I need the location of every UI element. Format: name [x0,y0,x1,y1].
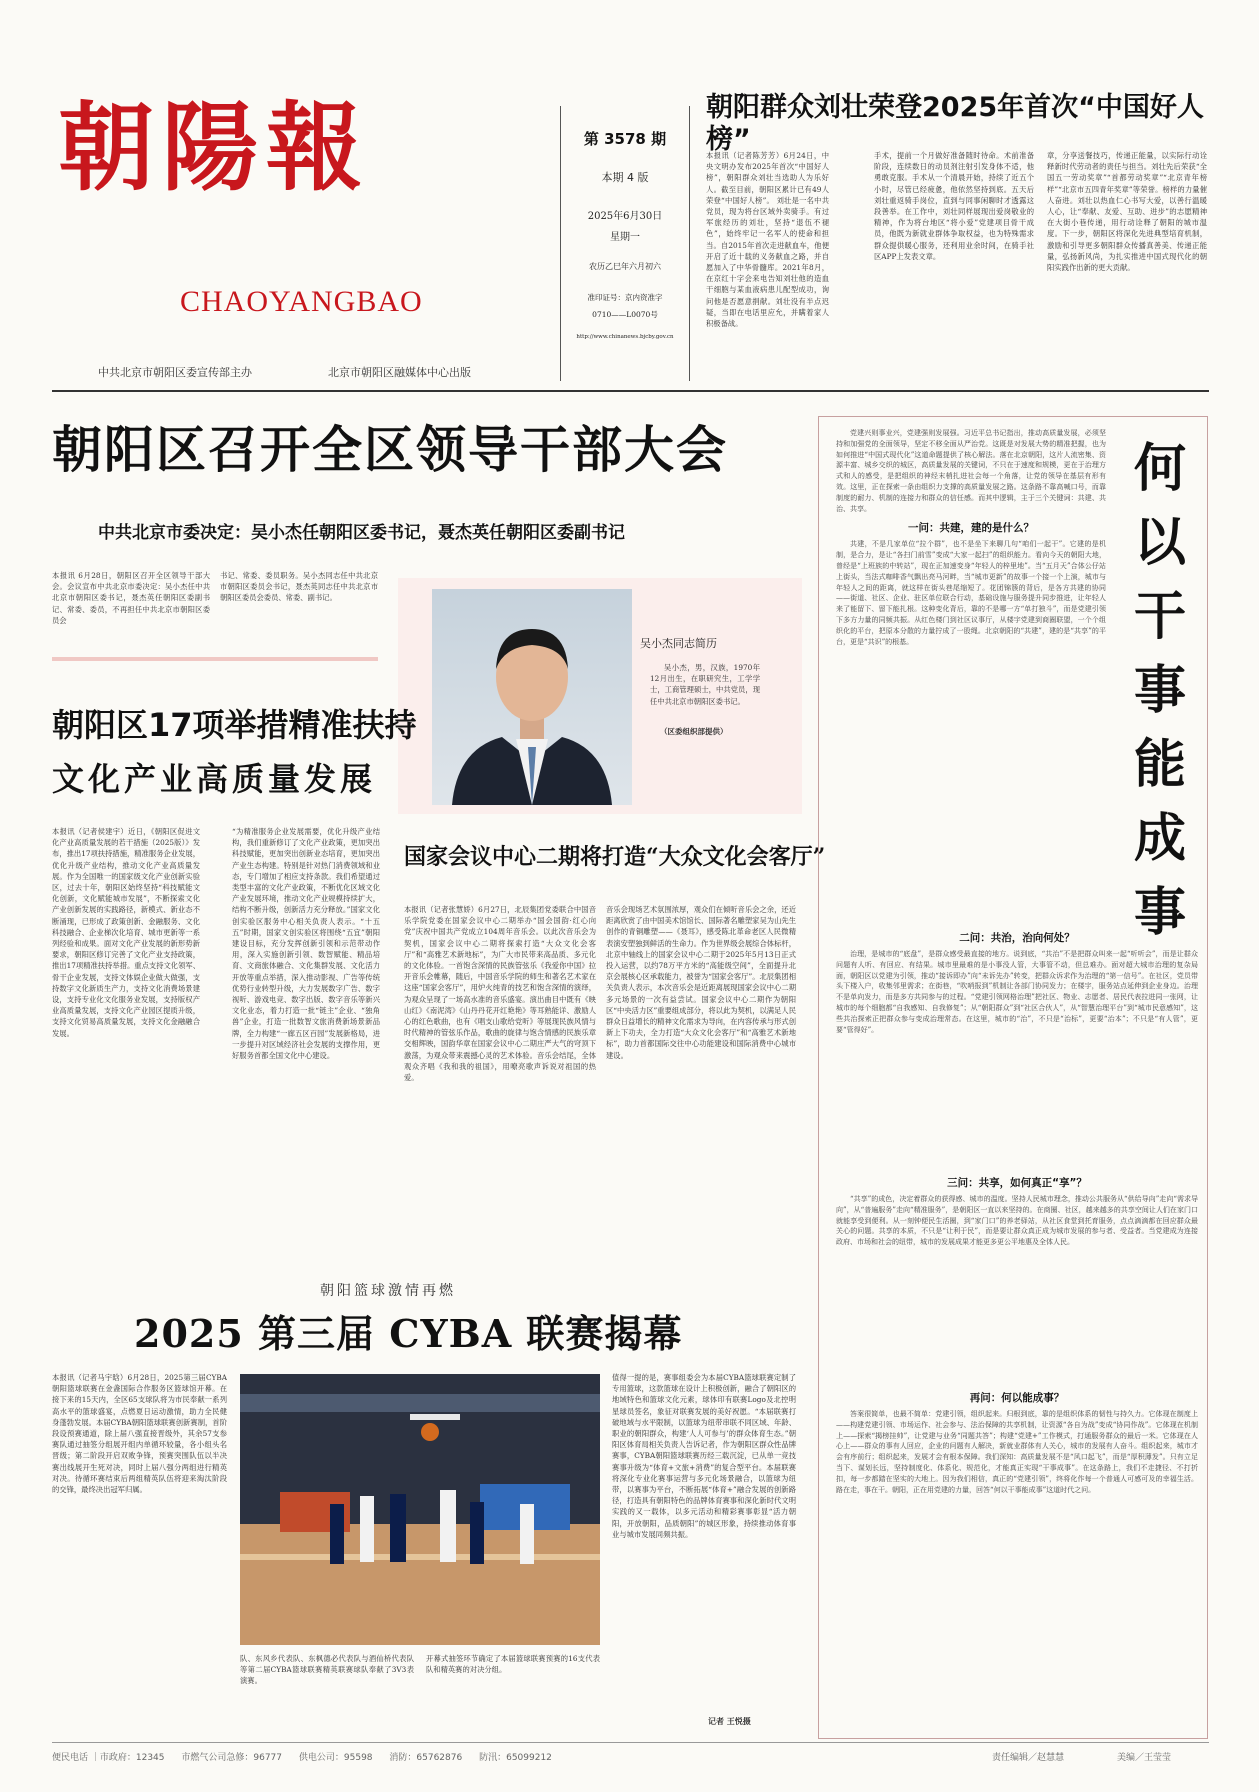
lead-story-headline: 朝阳区召开全区领导干部大会 [52,421,728,479]
top-story-col2: 手术，提前一个月做好准备随时待命。术前准备阶段，连续数日的动员剂注射引发身体不适，他勇敢克服。手术从一个清晨开始，持续了近五个小时，尽管已经疲惫，他依然坚持到底。五天后刘壮重返骑手岗位，直到与同事闲聊时才透露这段善举。在工作中，刘壮同样展现出爱岗敬业的精神，作为将台地区“将小爱”党建项目骨干成员，他既为新就业群体争取权益，也为特殊需求群众提供暖心服务，还利用业余时间，在骑手社区APP上发表文章。 [874,151,1034,261]
issue-info-box [560,106,690,381]
culture-headline-line1: 朝阳区17项举措精准扶持 [52,706,417,744]
sports-col3: 值得一提的是，赛事组委会为本届CYBA篮球联赛定制了专用篮球，这款篮球在设计上积极创新，融合了朝阳区的地域特色和篮球文化元素，球体印有联赛Logo及北控明星球员签名，象征对联赛发展的美好祝愿。“本届联赛打破地域与水平限制，以篮球为纽带串联不同区域、年龄、职业的朝阳群众，构建‘人人可参与’的群众体育生态。”朝阳区体育局相关负责人告诉记者，作为朝阳区群众性品牌赛事，CYBA朝阳篮球联赛历经三载沉淀，已从单一竞技赛事升级为“体育+文旅+消费”的复合型平台。本届联赛将深化专业化赛事运营与多元化场景融合，以篮球为纽带，以赛事为平台，不断拓展“体育+”融合发展的创新路径，打造具有朝阳特色的品牌体育赛事和深化新时代文明实践的又一载体，以多元活动和精彩赛事彰显“活力朝阳，开放朝阳，品质朝阳”的城区形象，持续推动体育事业与城市发展同频共振。 [612,1373,796,1539]
commentary-title-char: 事 [1133,661,1186,721]
commentary-q1-text: 共建，不是几家单位“拉个群”，也不是坐下来聊几句“咱们一起干”。它建的是机制，是合力，是让“各扫门前雪”变成“大家一起扫”的组织能力。看向今天的朝阳大地，曾经是“上班族的中转站”，现在正加速变身“年轻人的梓里地”。当“五月天”合体公仔站上街头，当法式咖啡香气飘出亮马河畔，当“城市更新”的故事一个接一个上演，城市与年轻人之间的距离，就这样在街头巷尾缩短了。花团锦簇的背后，是各方共建的协同——街道、社区、企业、驻区单位联合行动，基础设施与服务提升同步推进，让年轻人来了能留下、留下能扎根。这种变化背后，靠的不是哪一方“单打独斗”，而是党建引领下多方力量的同频共振。从红色楼门到社区议事厅，从楼宇党建到商圈联盟，一个个组织化的平台，把原本分散的力量拧成了一股绳。北京朝阳的“共建”，建的是“共享”的平台，更是“共识”的根基。 [836,540,1106,646]
lead-story-col1: 本报讯 6月28日，朝阳区召开全区领导干部大会。会议宣布中共北京市委决定：吴小杰任中共北京市朝阳区委书记，聂杰英任朝阳区委副书记、常委、委员，不再担任中共北京市朝阳区委员会 [52,571,210,625]
commentary-body-block [836,924,1198,1730]
issue-number: 第 3578 期 [583,130,667,148]
lead-story-subhead: 中共北京市委决定：吴小杰任朝阳区委书记，聂杰英任朝阳区委副书记 [98,523,625,543]
commentary-intro-block [836,428,1106,918]
commentary-q1-heading: 一问：共建，建的是什么？ [908,522,1034,535]
top-story-col1 [706,150,829,355]
issue-permit-label: 准印证号：京内资准字 [587,293,663,302]
bio-title: 吴小杰同志简历 [640,637,717,650]
top-story-col1-text: 刘壮是一名中共党员，现为将台区域外卖骑手。有过军旅经历的刘壮，坚持“退伍不褪色”，始终牢记一名军人的使命和担当。自2015年首次走进献血车，他便开启了近十载的义务献血之路，并自愿加入了中华骨髓库。2021年8月，在京红十字会来电告知刘壮他的造血干细胞与某血液病患儿配型成功，询问他是否愿意捐献。刘壮没有半点迟疑，当即在电话里应允，并瞒着家人积极备战。 [706,195,829,329]
culture-headline-line2: 文化产业高质量发展 [52,760,377,798]
sports-caption-left: 队、东风乡代表队、东枫德必代表队与酒仙桥代表队等第二届CYBA篮球联赛精英联赛球队奉献了3V3表演赛。 [240,1654,414,1686]
concert-col1: 本报讯（记者张慧娇）6月27日，北辰集团党委联合中国音乐学院党委在国家会议中心二期举办“国会国韵·红心向党”庆祝中国共产党成立104周年音乐会。以此次音乐会为契机，国家会议中心二期将探索打造“大众文化会客厅”和“高雅艺术新地标”，为广大市民带来高品质、多元化的文化体验。一首饱含深情的民族管弦乐《我爱你中国》拉开音乐会帷幕，随后，中国音乐学院的师生和著名艺术家在这座“国家会客厅”，用炉火纯青的技艺和饱含深情的演绎，为观众呈现了一场高水准的音乐盛宴。演出曲目中既有《映山红》《南泥湾》《山丹丹花开红艳艳》等耳熟能详、激励人心的红色歌曲，也有《唱支山歌给党听》等展现民族风情与时代精神的管弦乐作品，歌曲的旋律与饱含情感的民族乐章交相辉映，国韵华章在国家会议中心二期庄严大气的穹顶下激荡，为观众带来震撼心灵的艺术体验。音乐会结尾，全体观众齐唱《我和我的祖国》，用嘹亮歌声诉说对祖国的热爱。 [404,905,596,1083]
basketball-photo [240,1374,600,1645]
issue-permit-number: 0710——L0070号 [592,310,658,319]
lead-story-col2: 书记、常委、委员职务。吴小杰同志任中共北京市朝阳区委员会书记，聂杰英同志任中共北京市朝阳区委员会委员、常委、副书记。 [220,571,378,603]
commentary-q3-text: “共享”的成色，决定着群众的获得感、城市的温度。坚持人民城市理念，推动公共服务从“供给导向”走向“需求导向”，从“普遍服务”走向“精准服务”，是朝阳区一直以来坚持的。在商圈、社区，越来越多的共享空间让人们在家门口就能享受到便利。从一刻钟便民生活圈，到“家门口”的养老驿站，从社区食堂到托育服务，点点滴滴都在回应群众最关心的问题。共享的本质，不只是“让利于民”，而是要让群众真正成为城市发展的参与者、受益者。当党建成为连接政府、市场和社会的纽带，城市的发展成果才能更多更公平地惠及全体人民。 [836,1195,1198,1247]
footer-item: 市燃气公司急修：96777 [181,1753,283,1763]
masthead-rule [52,390,1209,392]
footer-editor: 责任编辑／赵慧慧 [992,1753,1065,1763]
masthead-title: 朝陽報 [58,91,370,204]
culture-col1: 本报讯（记者侯建宇）近日，《朝阳区促进文化产业高质量发展的若干措施（2025版）》发布，推出17项扶持措施，精准服务企业发展，优化升级产业结构，推动文化产业高质量发展。作为全国唯一的国家级文化产业创新实验区，过去十年，朝阳区始终坚持“科技赋能文化创新，文化赋能城市发展”，不断探索文化产业创新发展的实践路径，新模式、新业态不断涌现，已形成了政策创新、金融服务、文化科技融合、企业梯次化培育、城市更新等一系列经验和成果。面对文化产业发展的新形势新要求，朝阳区修订完善了文化产业支持政策，推出17项精准扶持举措。重点支持文化领军、骨干企业发展，支持文体娱企业做大做强，支持数字文化新质生产力，支持文化消费场景建设，支持专业化文化服务业发展，支持版权产业高质量发展，支持文化产业园区提质升级，支持文化贸易高质量发展，支持文化金融融合发展。 [52,827,200,1038]
issue-weekday: 星期一 [610,232,640,243]
footer-rule [52,1742,1209,1743]
commentary-title [1120,432,1200,950]
issue-date: 2025年6月30日 [587,211,663,222]
sports-headline: 2025 第三届 CYBA 联赛揭幕 [134,1311,683,1356]
commentary-title-char: 成 [1133,809,1186,869]
masthead-pinyin: CHAOYANGBAO [180,285,423,318]
sponsor-right: 北京市朝阳区融媒体中心出版 [328,366,471,379]
footer-designer: 美编／王莹莹 [1117,1753,1172,1763]
top-story-lead: 本报讯（记者陈芳芳）6月24日，中央文明办发布2025年首次“中国好人榜”，朝阳群众刘壮当选助人为乐好人。截至目前，朝阳区累计已有49人荣登“中国好人榜”。 [706,151,829,205]
top-story-headline: 朝阳群众刘壮荣登2025年首次“中国好人榜” [706,92,1204,155]
commentary-title-char: 干 [1133,587,1186,647]
bio-credit: （区委组织部提供） [660,727,728,736]
top-story-col3: 章，分享送餐技巧，传递正能量，以实际行动诠释新时代劳动者的责任与担当。刘壮先后荣获“全国五一劳动奖章”“首都劳动奖章”“北京青年榜样”“北京市五四青年奖章”等荣誉。榜样的力量催人奋进。刘壮以热血仁心书写大爱，以善行温暖人心，让“奉献、友爱、互助、进步”的志愿精神在大街小巷传递，用行动诠释了朝阳的城市温度。下一步，朝阳区将深化先进典型培育机制，激励和引导更多朝阳群众传播真善美、传递正能量，弘扬新风尚，为扎实推进中国式现代化的朝阳实践作出新的更大贡献。 [1047,151,1207,273]
culture-col2: “为精准服务企业发展需要，优化升级产业结构，我们重新修订了文化产业政策，更加突出科技赋能，更加突出创新业态培育，更加突出产业生态构建。特别是针对热门消费领域和业态，专门增加了相应支持条款。我们希望通过类型丰富的文化产业政策，不断优化区域文化产业发展环境，推动文化产业规模持续扩大，结构不断升级，创新活力充分释放。”国家文化创实验区服务中心相关负责人表示。“十五五”时期，国家文创实验区将围绕“五宜”朝阳建设目标，充分发挥创新引领和示范带动作用，深入实施创新引领、数智赋能、精品培育、文商旅体融合、文化集群发展、文化活力开放等重点举措，深入推动影视、广告等传统优势行业转型升级，大力发展数字广告、数字视听、游戏电竞、数字出版、数字音乐等新兴文化业态，着力打造一批“链主”企业、“独角兽”企业，打造一批数智文旅消费新场景新品牌，全力构建“一廊五区百园”发展新格局，进一步提升对区域经济社会发展的支撑作用，更好服务首都全国文化中心建设。 [232,827,380,1061]
commentary-title-char: 能 [1133,735,1186,795]
issue-edition: 本期 4 版 [601,171,649,184]
sponsor-left: 中共北京市朝阳区委宣传部主办 [98,366,252,379]
commentary-title-char: 以 [1133,513,1186,573]
portrait-figure-icon [432,589,632,805]
sports-byline: 记者 王悦摄 [708,1716,751,1726]
bio-text: 吴小杰，男，汉族，1970年12月出生，在职研究生，工学学士，工商管理硕士，中共党员，现任中共北京市朝阳区委书记。 [650,663,760,706]
concert-headline: 国家会议中心二期将打造“大众文化会客厅” [404,844,826,870]
commentary-q2-text: 治理，是城市的“底盘”，是群众感受最直接的地方。说到底，“共治”不是把群众叫来一起“听听会”，而是让群众问题有人听、有回应、有结果。城市里最难的是小事没人管，大事管不动，但总难办。面对超大城市治理的复杂局面，朝阳区以党建为引领，推动“接诉即办”向“未诉先办”转变，把群众诉求作为治理的“第一信号”。在社区，党员带头下楼入户，收集邻里需求；在街巷，“吹哨报到”机制让各部门协同发力；在楼宇，服务站点延伸到企业身边。治理不是单向发力，而是多方共同参与的过程。“党建引领网格治理”把社区、物业、志愿者、居民代表拉进同一张网，让城市的每个细胞都“自我感知、自我修复”；从“朝阳群众”到“社区合伙人”，从“智慧治理平台”到“城市民意感知”，这些共治探索正把群众参与变成治理常态。在这里，城市的“治”，不只是“治标”，更要“治本”；不只是“有人管”，更要“管得好”。 [836,950,1198,1034]
basketball-scene-icon [240,1374,600,1645]
commentary-q3-heading: 三问：共享，如何真正“享”？ [947,1177,1087,1189]
sports-kicker: 朝阳篮球激情再燃 [320,1283,456,1299]
footer-bar [52,1750,1207,1763]
commentary-title-char: 何 [1133,439,1186,499]
commentary-intro: 党建兴则事业兴，党建强则发展强。习近平总书记指出，推动高质量发展，必须坚持和加强党的全面领导，坚定不移全面从严治党。这既是对发展大势的精准把握，也为如何推进“中国式现代化”这道命题提供了核心解法。落在北京朝阳，这片人流密集、资源丰富、城乡交织的城区，高质量发展的关键词，不只在于速度和规模，更在于治理方式和人的感受，是把组织的神经末梢扎进社会每一个角落，让党的领导在基层有形有效。这里，正在探索一条由组织力支撑的高质量发展之路。这条路不靠高喊口号，而靠制度的耐力、机制的连接力和群众的信任感。而其中逻辑，主于三个关键词：共建、共治、共享。 [836,429,1106,513]
sports-col1: 本报讯（记者马宇晗）6月28日，2025第三届CYBA朝阳篮球联赛在金盏国际合作服务区篮球馆开幕。在接下来的15天内，全区65支球队将为市民奉献一系列高水平的篮球盛宴，点燃夏日运动激情，助力全民健身蓬勃发展。本届CYBA朝阳篮球联赛创新赛制，首阶段设预赛通道，除上届八强直接晋级外，其余57支参赛队通过抽签分组展开组内单循环较量，各小组头名晋级；第二阶段开启双败争锋，预赛突围队伍以半决赛出线展开生死对决，同时上届八强分两组进行精英对决。待循环赛结束后两组精英队伍将迎来淘汰阶段的交锋，最终决出冠军归属。 [52,1373,227,1495]
commentary-title-char: 事 [1133,883,1186,943]
commentary-q4-heading: 再问：何以能成事？ [969,1392,1065,1404]
footer-item: 便民电话 ｜市政府：12345 [52,1753,165,1763]
concert-col2: 音乐会现场艺术氛围浓厚，观众们在倾听音乐会之余，还近距离欣赏了由中国美术馆馆长、国际著名雕塑家吴为山先生创作的青铜雕塑——《聂耳》，感受陈北革命老区人民微精表演安塑独到鲜活的生命力。作为世界级会展综合体标杆，北京中轴线上的国家会议中心二期于2025年5月13日正式投入运营，以约78万平方米的“高能级空间”，全面提升北京会展核心区承载能力，被誉为“国家会客厅”。北辰集团相关负责人表示，本次音乐会是近距离展现国家会议中心二期多元场景的一次有益尝试。国家会议中心二期作为朝阳区“中央活力区”重要组成部分，将以此为契机，以满足人民群众日益增长的精神文化需求为导向，在内容传承与形式创新上下功夫，全力打造“大众文化会客厅”和“高雅艺术新地标”，助力首都国际交往中心功能建设和国际消费中心城市建设。 [606,905,796,1060]
footer-item: 防汛：65099212 [479,1753,552,1763]
commentary-q2-heading: 二问：共治，治向何处？ [959,932,1075,944]
portrait-photo [432,589,632,805]
footer-item: 供电公司：95598 [298,1753,373,1763]
sports-caption-right: 开幕式抽签环节确定了本届篮球联赛预赛的16支代表队和精英赛的对决分组。 [426,1654,600,1675]
issue-url: http://www.chinanews.bjcby.gov.cn [576,334,674,340]
issue-lunar: 农历乙巳年六月初六 [589,262,661,271]
commentary-q4-text: 答案很简单，也最不简单：党建引领，组织起来。归根到底，靠的是组织体系的韧性与持久力。它体现在制度上——构建党建引领、市场运作、社会参与、法治保障的共享机制，让资源“各自为战”变成“协同作战”。它体现在机制上——探索“揭榜挂帅”，让党建与业务“同题共答”；构建“党建+”工作模式，打通服务群众的最后一米。它体现在人心上——群众的事有人回应，企业的问题有人解决，新就业群体有人关心，城市的发展有人奋斗。组织起来，城市才会有序前行；组织起来，发展才会有根本保障。我们深知：高质量发展不是“风口起飞”，而是“厚积薄发”。只有立足当下、谋划长远，坚持制度化、体系化、规范化，才能真正实现“干事成事”。在这条路上，我们不走捷径、不打折扣，每一步都踏在坚实的大地上。因为我们相信，真正的“党建引领”，终将化作每一个普通人可感可及的幸福生活。路在走，事在干。朝阳，正在用党建的力量，回答“何以干事能成事”这道时代之问。 [836,1410,1198,1494]
culture-headline-rule [52,657,378,661]
footer-item: 消防：65762876 [389,1753,463,1763]
